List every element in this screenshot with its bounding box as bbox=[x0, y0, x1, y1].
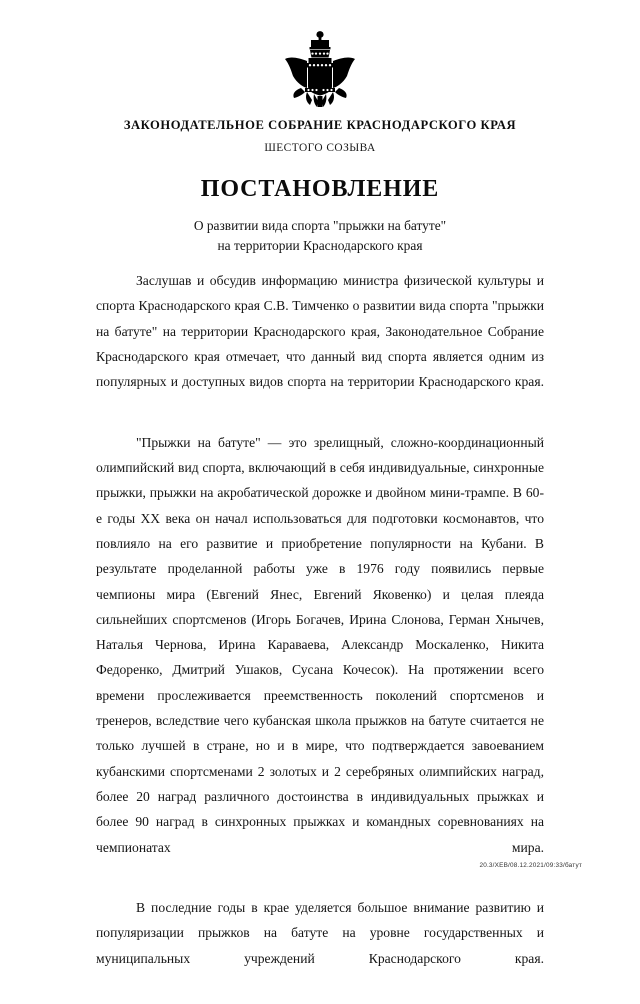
paragraph-text: "Прыжки на батуте" — это зрелищный, сложно-координационный олимпийский вид спорта, включающий в себя индивидуальные, синхронные прыжки, прыжки на акробатической дорожке и двойном мини-трампе. В 60-е годы XX века он начал использоваться для подготовки космонавтов, что повлияло на его развитие и приобретение популярности на Кубани. В результате проделанной работы уже в 1976 году появились первые чемпионы мира (Евгений Янес, Евгений Яковенко) и целая плеяда сильнейших спортсменов (Игорь Богачев, Ирина Слонова, Герман Хнычев, Наталья Чернова, Ирина Караваева, Александр Москаленко, Никита Федоренко, Дмитрий Ушаков, Сусана Кочесок). На протяжении всего времени прослеживается преемственность поколений спортсменов и тренеров, вследствие чего кубанская школа прыжков на батуте считается не только лучшей в стране, но и в мире, что подтверждается завоеванием кубанскими спортсменами 2 золотых и 2 серебряных олимпийских наград, более 20 наград различного достоинства в индивидуальных прыжках и более 90 наград в синхронных прыжках и командных соревнованиях на чемпионатах мира. bbox=[96, 434, 544, 855]
body-paragraph bbox=[96, 268, 544, 420]
document-body bbox=[96, 268, 544, 1004]
coat-of-arms-icon bbox=[281, 30, 359, 110]
document-subject bbox=[0, 216, 640, 256]
paragraph-text: Заслушав и обсудив информацию министра физической культуры и спорта Краснодарского края С.В. Тимченко о развитии вида спорта "прыжки на батуте" на территории Краснодарского края, Законодательное Собрание Краснодарского края отмечает, что данный вид спорта является одним из популярных и доступных видов спорта на территории Краснодарского края. bbox=[96, 273, 544, 390]
subject-line-2: на территории Краснодарского края bbox=[217, 237, 423, 253]
organization-name: ЗАКОНОДАТЕЛЬНОЕ СОБРАНИЕ КРАСНОДАРСКОГО КРАЯ bbox=[123, 118, 517, 132]
body-paragraph bbox=[96, 430, 544, 885]
coat-of-arms-container bbox=[0, 30, 640, 110]
body-paragraph bbox=[96, 895, 544, 996]
document-title: ПОСТАНОВЛЕНИЕ bbox=[200, 176, 440, 202]
footer-stamp: 20.3/ХЕВ/08.12.2021/09:33/батут bbox=[479, 862, 582, 869]
paragraph-text: В последние годы в крае уделяется большое внимание развитию и популяризации прыжков на батуте на уровне государственных и муниципальных учреждений Краснодарского края. bbox=[96, 900, 544, 966]
document-header bbox=[0, 118, 640, 154]
convocation-label: ШЕСТОГО СОЗЫВА bbox=[264, 141, 376, 154]
subject-line-1: О развитии вида спорта "прыжки на батуте" bbox=[193, 218, 447, 233]
